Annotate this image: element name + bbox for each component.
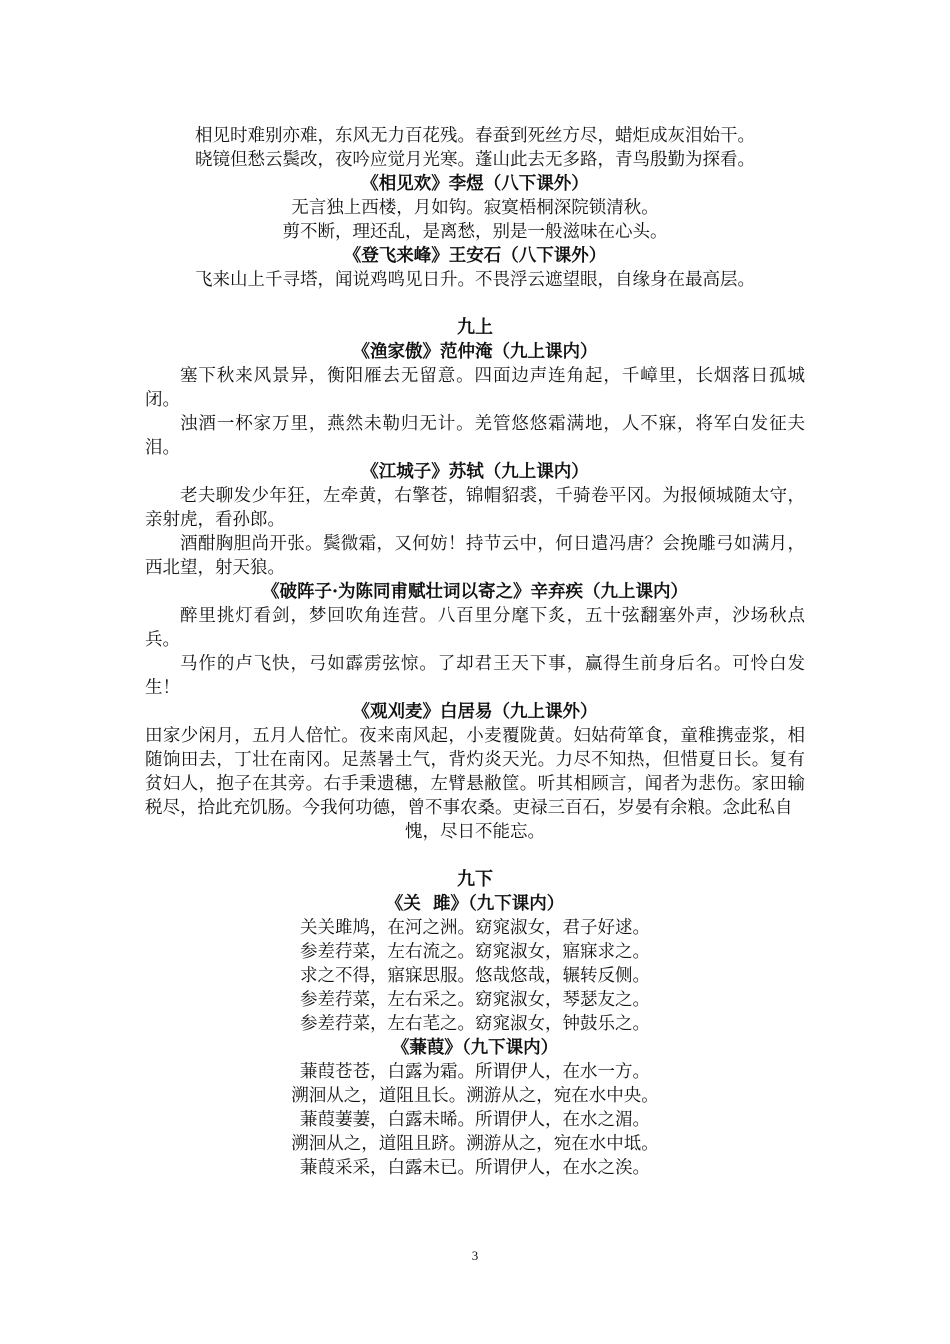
poem-line: 溯洄从之，道阻且长。溯游从之，宛在水中央。 bbox=[291, 1086, 659, 1106]
poem-title: 《登飞来峰》王安石（八下课外） bbox=[343, 246, 607, 266]
poem-title: 《相见欢》李煜（八下课外） bbox=[361, 174, 589, 194]
poem-line: 蒹葭萋萋，白露未晞。所谓伊人，在水之湄。 bbox=[300, 1110, 650, 1130]
section-heading: 九上 bbox=[457, 317, 493, 338]
poem-paragraph: 浊酒一杯家万里，燕然未勒归无计。羌管悠悠霜满地，人不寐，将军白发征夫泪。 bbox=[145, 414, 805, 458]
poem-line: 无言独上西楼，月如钩。寂寞梧桐深院锁清秋。 bbox=[291, 198, 659, 218]
poem-line: 相见时难别亦难，东风无力百花残。春蚕到死丝方尽，蜡炬成灰泪始干。 bbox=[195, 126, 755, 146]
poem-line: 剪不断，理还乱，是离愁，别是一般滋味在心头。 bbox=[282, 222, 668, 242]
poem-line: 参差荇菜，左右采之。窈窕淑女，琴瑟友之。 bbox=[300, 990, 650, 1010]
poem-line: 参差荇菜，左右芼之。窈窕淑女，钟鼓乐之。 bbox=[300, 1014, 650, 1034]
section-heading: 九下 bbox=[457, 869, 493, 890]
poem-title: 《破阵子·为陈同甫赋壮词以寄之》辛弃疾（九上课内） bbox=[261, 582, 689, 602]
poem-line: 溯洄从之，道阻且跻。溯游从之，宛在水中坻。 bbox=[291, 1134, 659, 1154]
poem-paragraph: 老夫聊发少年狂，左牵黄，右擎苍，锦帽貂裘，千骑卷平冈。为报倾城随太守，亲射虎，看孙郎。 bbox=[145, 486, 805, 530]
poem-line: 参差荇菜，左右流之。窈窕淑女，寤寐求之。 bbox=[300, 942, 650, 962]
poem-title: 《观刈麦》白居易（九上课外） bbox=[352, 702, 598, 722]
poem-paragraph: 马作的卢飞快，弓如霹雳弦惊。了却君王天下事，赢得生前身后名。可怜白发生！ bbox=[145, 654, 805, 698]
blank-line bbox=[145, 844, 805, 868]
poem-line: 求之不得，寤寐思服。悠哉悠哉，辗转反侧。 bbox=[300, 966, 650, 986]
poem-title: 《渔家傲》范仲淹（九上课内） bbox=[352, 342, 598, 362]
poem-title: 《关 雎》（九下课内） bbox=[385, 894, 565, 914]
page-content bbox=[145, 124, 805, 1180]
poem-title: 《蒹葭》（九下课内） bbox=[391, 1038, 559, 1058]
page-number: 3 bbox=[471, 1248, 479, 1263]
poem-line: 愧，尽日不能忘。 bbox=[405, 822, 545, 842]
poem-line: 晓镜但愁云鬓改，夜吟应觉月光寒。蓬山此去无多路，青鸟殷勤为探看。 bbox=[195, 150, 755, 170]
blank-line bbox=[145, 292, 805, 316]
poem-line: 蒹葭采采，白露未已。所谓伊人，在水之涘。 bbox=[300, 1158, 650, 1178]
poem-title: 《江城子》苏轼（九上课内） bbox=[361, 462, 589, 482]
poem-paragraph: 酒酣胸胆尚开张。鬓微霜，又何妨！持节云中，何日遣冯唐？会挽雕弓如满月，西北望，射天狼。 bbox=[145, 534, 805, 578]
poem-line: 蒹葭苍苍，白露为霜。所谓伊人，在水一方。 bbox=[300, 1062, 650, 1082]
poem-paragraph: 醉里挑灯看剑，梦回吹角连营。八百里分麾下炙，五十弦翻塞外声，沙场秋点兵。 bbox=[145, 606, 805, 650]
poem-paragraph: 塞下秋来风景异，衡阳雁去无留意。四面边声连角起，千嶂里，长烟落日孤城闭。 bbox=[145, 366, 805, 410]
poem-line: 关关雎鸠，在河之洲。窈窕淑女，君子好逑。 bbox=[300, 918, 650, 938]
poem-paragraph: 田家少闲月，五月人倍忙。夜来南风起，小麦覆陇黄。妇姑荷箪食，童稚携壶浆，相随饷田去，丁壮在南冈。足蒸暑土气，背灼炎天光。力尽不知热，但惜夏日长。复有贫妇人，抱子在其旁。右手秉遗穗，左臂悬敝筐。听其相顾言，闻者为悲伤。家田输税尽，拾此充饥肠。今我何功德，曾不事农桑。吏禄三百石，岁晏有余粮。念此私自 bbox=[145, 726, 805, 818]
poem-line: 飞来山上千寻塔，闻说鸡鸣见日升。不畏浮云遮望眼，自缘身在最高层。 bbox=[195, 270, 755, 290]
